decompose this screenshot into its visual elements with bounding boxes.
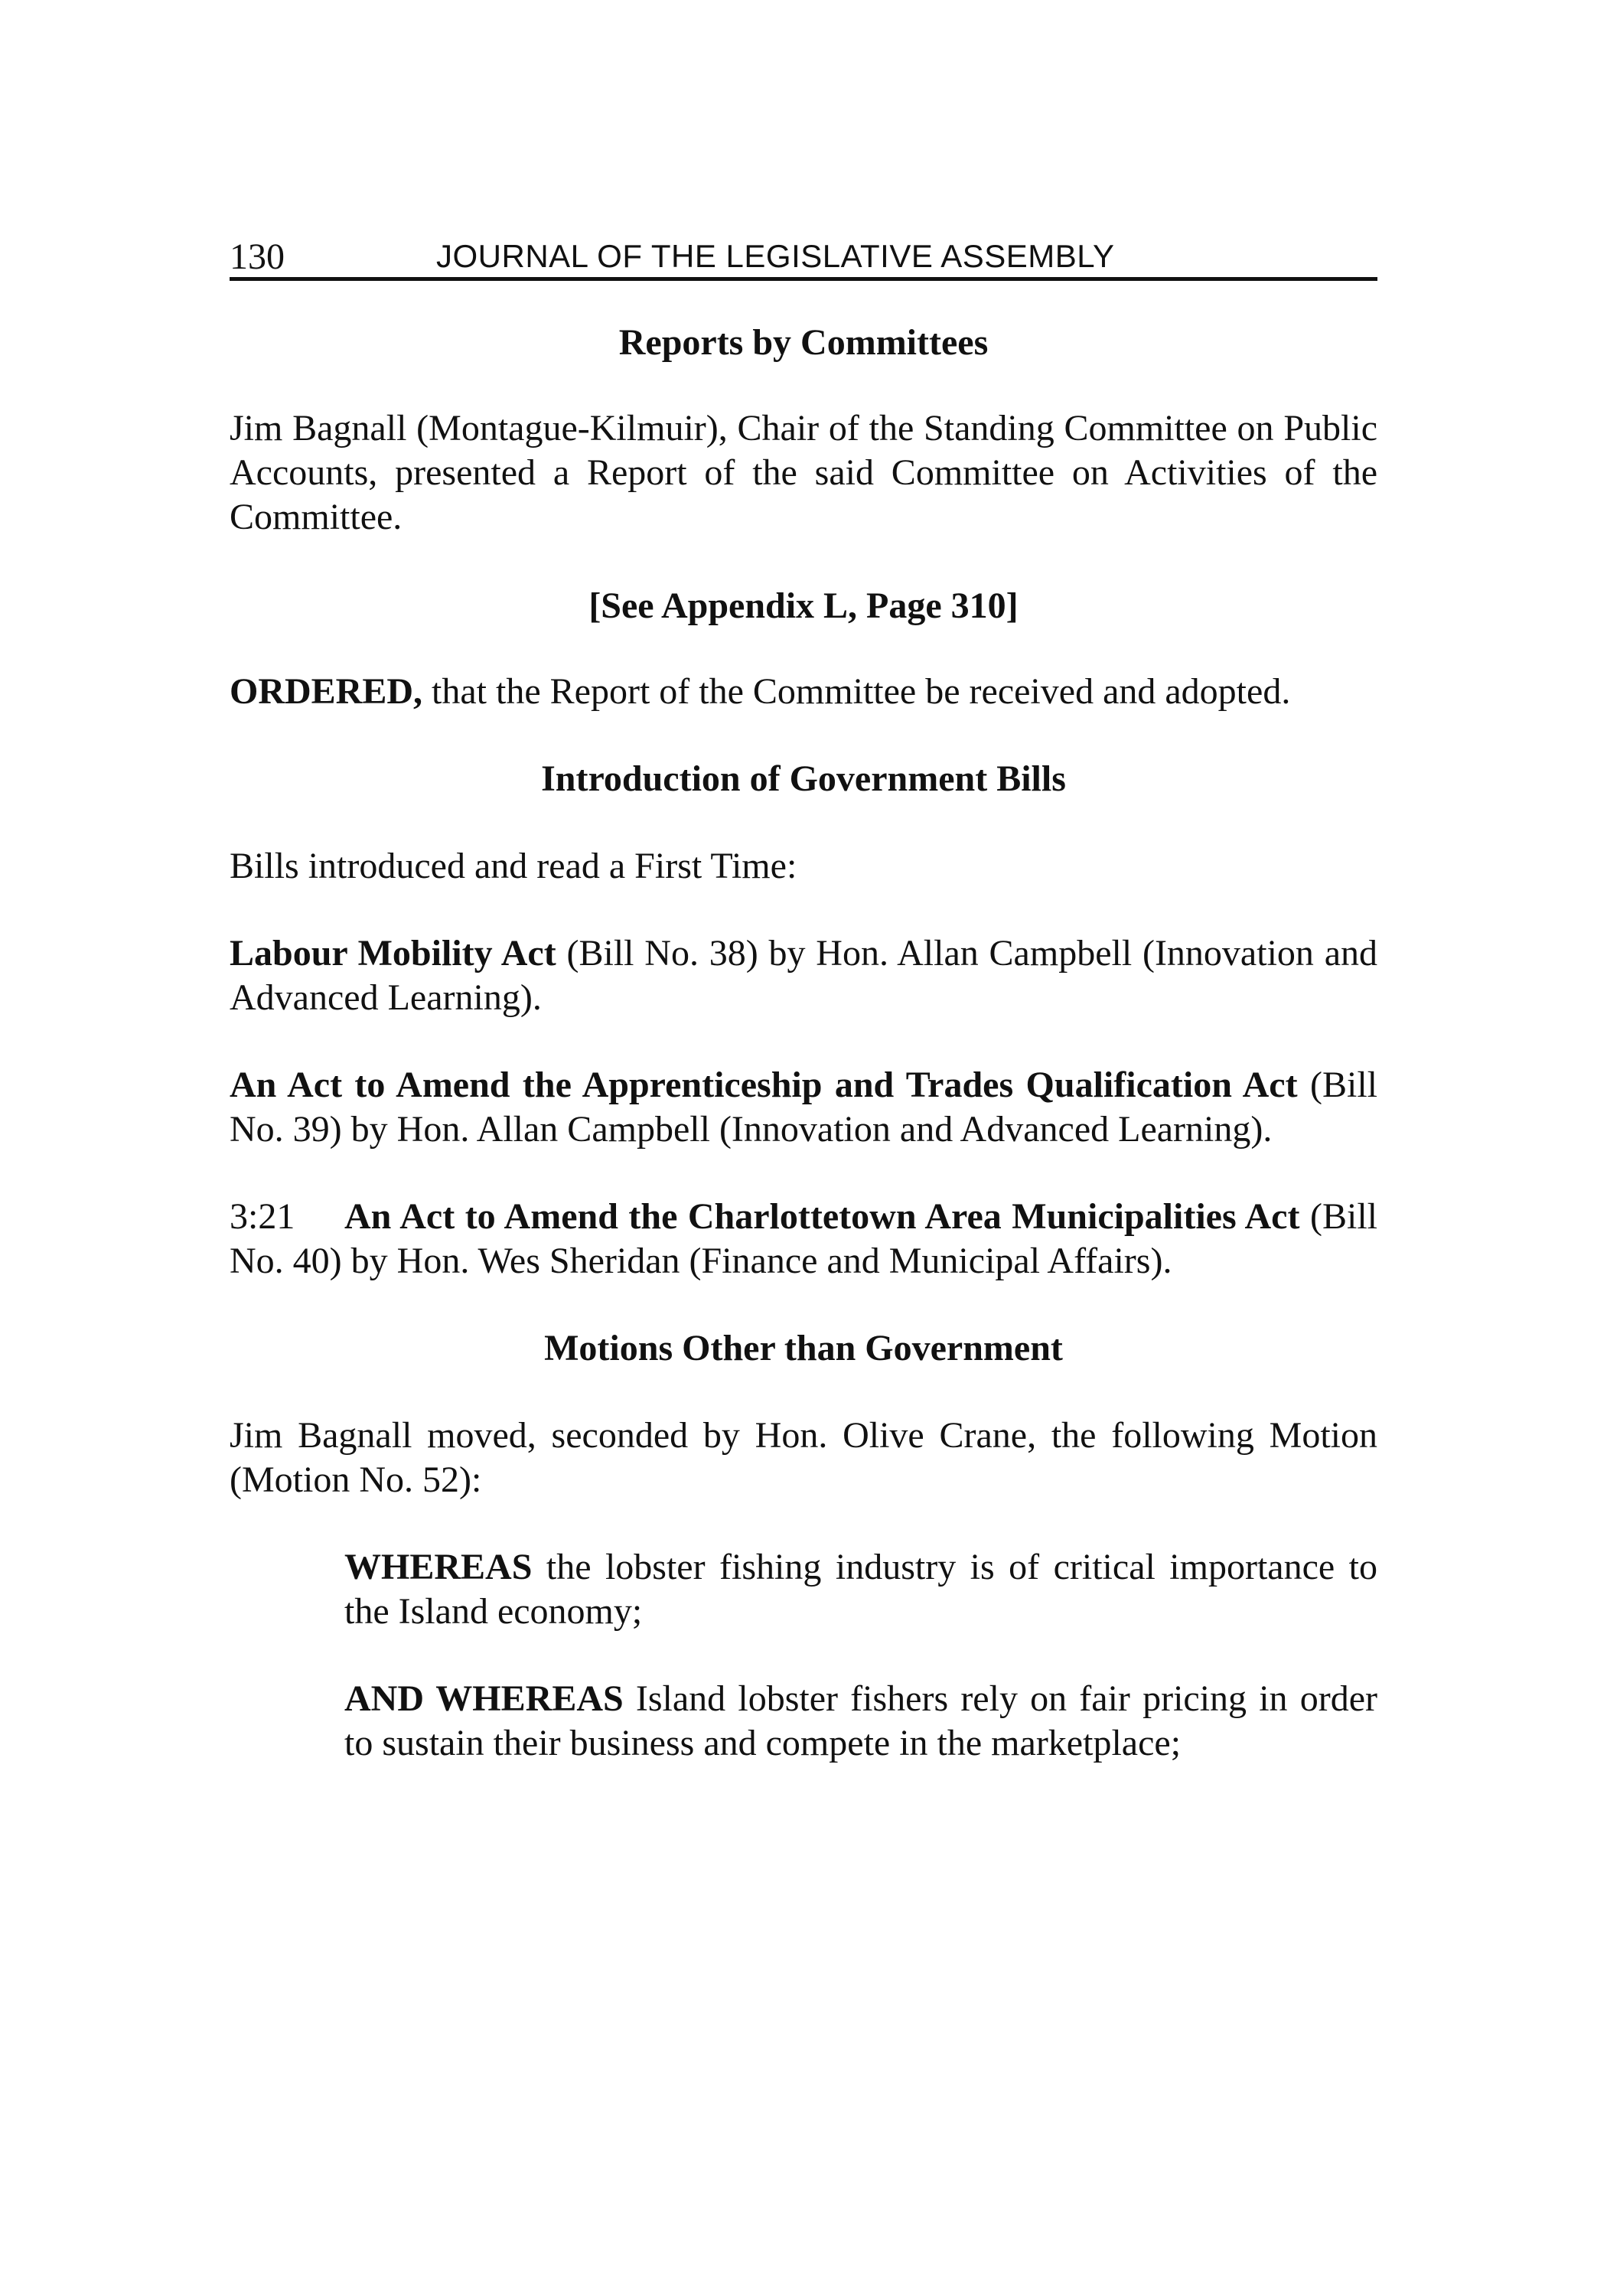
time-stamp: 3:21 [230,1196,295,1237]
whereas-clause [344,1677,1377,1766]
section-heading-motions: Motions Other than Government [544,1328,1063,1368]
journal-title: JOURNAL OF THE LEGISLATIVE ASSEMBLY [436,238,1115,274]
motion-moved-paragraph: Jim Bagnall moved, seconded by Hon. Olive Crane, the following Motion (Motion No. 52): [230,1415,1377,1500]
bill-detail: (Bill No. 38) by Hon. Allan Campbell (Innovation and Advanced Learning). [230,933,1377,1018]
appendix-reference: [See Appendix L, Page 310] [588,585,1019,626]
whereas-label: AND WHEREAS [344,1678,624,1719]
bill-detail: (Bill No. 39) by Hon. Allan Campbell (Innovation and Advanced Learning). [230,1065,1377,1150]
bill-entry [230,1063,1377,1152]
whereas-label: WHEREAS [344,1547,533,1587]
bill-title: An Act to Amend the Apprenticeship and Trades Qualification Act [230,1065,1298,1105]
journal-page [230,222,1377,1766]
bill-entry [230,931,1377,1020]
bills-intro: Bills introduced and read a First Time: [230,846,797,886]
ordered-text: that the Report of the Committee be received and adopted. [422,671,1291,712]
bill-entry [230,1195,1377,1283]
bill-detail: (Bill No. 40) by Hon. Wes Sheridan (Finance and Municipal Affairs). [230,1196,1377,1281]
whereas-clause [344,1545,1377,1634]
running-header [230,222,1377,281]
report-paragraph: Jim Bagnall (Montague-Kilmuir), Chair of the Standing Committee on Public Accounts, presented a Report of the said Committee on Activities of the Committee. [230,408,1377,537]
whereas-text: the lobster fishing industry is of critical importance to the Island economy; [344,1547,1377,1632]
ordered-paragraph [230,670,1377,714]
section-heading-government-bills: Introduction of Government Bills [541,758,1066,799]
bill-title: Labour Mobility Act [230,933,556,974]
page-number: 130 [230,236,285,277]
whereas-text: Island lobster fishers rely on fair pricing in order to sustain their business and compete in the marketplace; [344,1678,1378,1763]
bill-title: An Act to Amend the Charlottetown Area Municipalities Act [344,1196,1300,1237]
ordered-label: ORDERED, [230,671,423,712]
section-heading-reports: Reports by Committees [618,322,989,363]
